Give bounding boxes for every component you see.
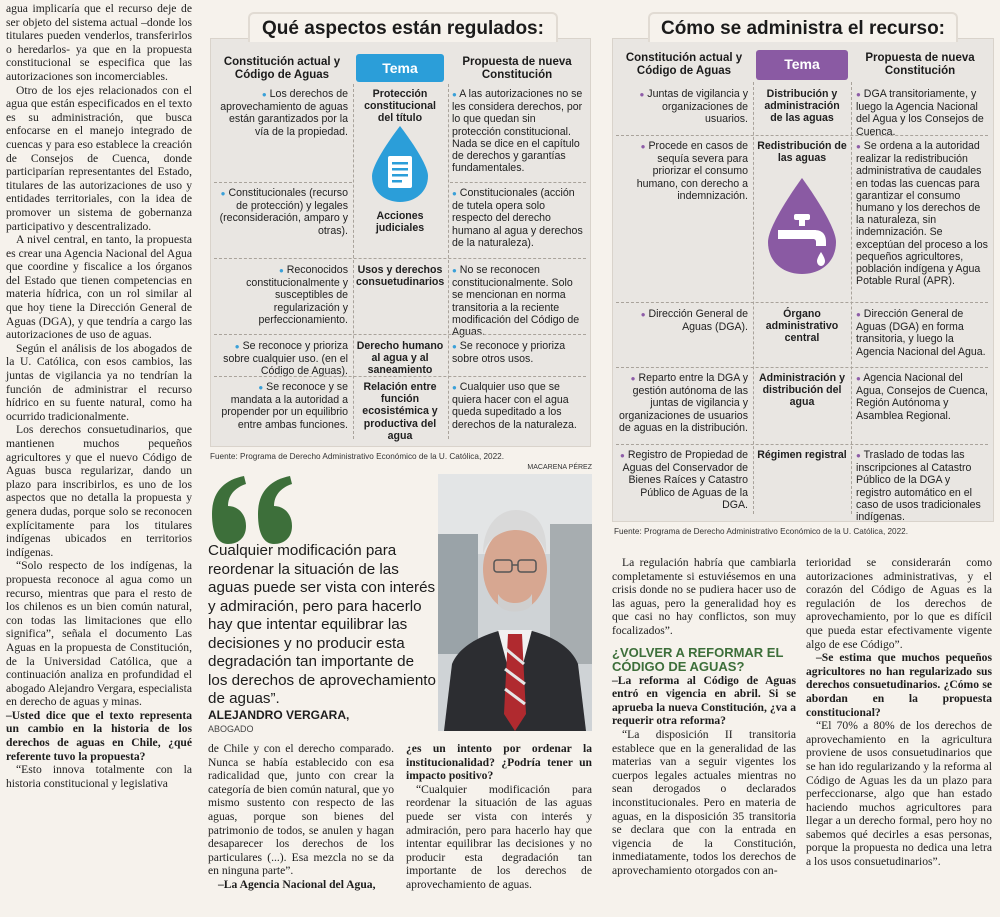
divider	[753, 82, 754, 514]
row-divider	[450, 182, 586, 183]
faucet-drop-icon	[764, 176, 840, 276]
table-cell-topic: Derecho humano al agua y al saneamiento	[356, 340, 444, 377]
photo-credit: MACARENA PÉREZ	[527, 464, 592, 471]
article-column-5	[806, 556, 992, 869]
table-cell: ● No se reconocen constitucionalmente. Solo se mencionan en norma transitoria a la reciente modificación del Código de Aguas.	[452, 264, 580, 339]
paragraph: A nivel central, en tanto, la propuesta es crear una Agencia Nacional del Agua que coordine y fiscalice a los órganos del Estado que tienen competencias en materia hídrica, con un rol similar al que hoy tiene la Dirección General de Aguas (DGA), y que tendría a cargo las autorizaciones de uso de aguas.	[6, 233, 192, 342]
paragraph: agua implicaría que el recurso deje de ser objeto del sistema actual –donde los titulares pueden venderlos, transferirlos o heredarlos- ya que en la propuesta constitucional se especifica que las autorizaciones son incomerciables.	[6, 2, 192, 83]
infographic-title: Cómo se administra el recurso:	[648, 12, 958, 42]
table-cell-topic: Protección constitucional del título	[364, 88, 436, 125]
interview-question: ¿es un intento por ordenar la institucionalidad? ¿Podría tener un impacto positivo?	[406, 742, 592, 783]
pull-quote-text: Cualquier modificación para reordenar la situación de las aguas puede ser vista con interés y admiración, pero para hacerlo hay que intentar equilibrar las decisiones y no producir esta degradación tan importante de los derechos de aprovechamiento de aguas”.	[208, 542, 436, 707]
document-drop-icon	[368, 124, 432, 204]
paragraph: Según el análisis de los abogados de la U. Católica, con esos cambios, las juntas de vigilancia ya no tendrían la función de administrar el recurso hídrico en su fuente natural, como ha ocurrido tradicionalmente.	[6, 341, 192, 423]
quote-marks-icon	[208, 474, 300, 546]
table-cell: ● Se ordena a la autoridad realizar la redistribución administrativa de caudales en todas las cuencas para garantizar el consumo humano y los derechos de la naturaleza, sin indemnización. Se exceptúan del proceso a los pequeños agricultores, población indígena y Agua Potable Rural (APR).	[856, 140, 988, 288]
table-cell-topic: Relación entre función ecosistémica y productiva del agua	[362, 381, 438, 442]
article-column-2	[208, 742, 394, 892]
table-cell: ● Traslado de todas las inscripciones al Catastro Público de la DGA y registro automático en el caso de usos tradicionales indígenas.	[856, 449, 981, 524]
row-divider	[616, 135, 988, 136]
table-cell-topic: Administración y distribución del agua	[759, 372, 845, 409]
row-divider	[214, 182, 352, 183]
table-cell: ● DGA transitoriamente, y luego la Agencia Nacional del Agua y los Consejos de Cuenca.	[856, 88, 984, 138]
table-cell: ● Procede en casos de sequía severa para priorizar el consumo humano, con derecho a indemnización.	[636, 140, 748, 202]
paragraph: Los derechos consuetudinarios, que mantienen muchos pequeños agricultores y que el nuevo Código de Aguas busca regularizar, dando un plazo para inscribirlos, es uno de los aspectos que no detalla la propuesta y genera dudas, porque solo se reconocen explícitamente para los titulares indígenas ubicados en territorios indígenas.	[6, 423, 192, 559]
table-cell: ● Constitucionales (recurso de protección) y legales (reconsideración, amparo y otras).	[219, 187, 348, 237]
article-column-3	[406, 742, 592, 892]
paragraph: “Esto innova totalmente con la historia constitucional y legislativa	[6, 763, 192, 790]
table-cell: ● Reparto entre la DGA y gestión autónoma de las juntas de vigilancia y organizaciones de usuarios de aguas en la distribución.	[619, 372, 748, 434]
paragraph: “La disposición II transitoria establece que en la generalidad de las materias van a seguir vigentes los cuerpos legales actuales mientras no sean derogados o declarados inconstitucionales. Pero en materia de aguas, en la disposición 35 transitoria se declara que con la entrada en vigencia de la Constitución, inmediatamente, todos los derechos de aprovechamiento otorgados con an-	[612, 727, 796, 877]
interview-question: –La Agencia Nacional del Agua,	[218, 877, 376, 891]
source-note: Fuente: Programa de Derecho Administrativo Económico de la U. Católica, 2022.	[210, 452, 504, 461]
tema-header: Tema	[356, 54, 444, 82]
row-divider	[616, 302, 988, 303]
row-divider	[214, 376, 586, 377]
col-proposal-header: Propuesta de nueva Constitución	[865, 52, 975, 77]
paragraph: Otro de los ejes relacionados con el agua que están especificados en el texto es su administración, que busca enfocarse en el manejo integrado de cuencas y para eso establece la creación de Consejos de Cuenca, donde participarían representantes del Estado, titulares de las autorizaciones de uso y entidades territoriales, con la idea de promover un sistema de gobernanza participativo y descentralizado.	[6, 83, 192, 233]
row-divider	[214, 334, 586, 335]
table-cell: ● Registro de Propiedad de Aguas del Conservador de Bienes Raíces y Catastro Público de Aguas de la DGA.	[620, 449, 748, 511]
source-note: Fuente: Programa de Derecho Administrativo Económico de la U. Católica, 2022.	[614, 527, 908, 536]
row-divider	[616, 367, 988, 368]
table-cell: ● Se reconoce y prioriza sobre otros usos.	[452, 340, 566, 366]
table-cell: ● Cualquier uso que se quiera hacer con el agua queda supeditado a los derechos de la naturaleza.	[452, 381, 577, 431]
interview-question: –Usted dice que el texto representa un cambio en la historia de los derechos de aguas en Chile, ¿qué referente tuvo la propuesta?	[6, 708, 192, 763]
table-cell-topic: Distribución y administración de las aguas	[764, 88, 840, 125]
table-cell: ● A las autorizaciones no se les considera derechos, por lo que quedan sin protección constitucional. Nada se dice en el capítulo de derechos y garantías fundamentales.	[452, 88, 583, 175]
paragraph: “Cualquier modificación para reordenar la situación de las aguas puede ser vista con interés y admiración, pero para hacerlo hay que intentar equilibrar las decisiones y no producir esta degradación tan importante de los derechos de aprovechamiento de aguas.	[406, 782, 592, 891]
table-cell-topic: Régimen registral	[757, 449, 847, 461]
table-cell: ● Dirección General de Aguas (DGA) en forma transitoria, y luego la Agencia Nacional del Agua.	[856, 308, 986, 358]
table-cell: ● Dirección General de Aguas (DGA).	[640, 308, 748, 334]
tema-header: Tema	[756, 50, 848, 80]
col-current-header: Constitución actual y Código de Aguas	[223, 56, 341, 81]
divider	[353, 84, 354, 439]
table-cell-topic: Redistribución de las aguas	[757, 140, 847, 165]
quote-role: ABOGADO	[208, 724, 254, 734]
paragraph: “El 70% a 80% de los derechos de aprovechamiento en la agricultura proviene de usos consuetudinarios que se han ido regularizando y la reforma al Código de Aguas les da un plazo para perfeccionarse, algo que han estado haciendo muchos agricultores para llegar a un derecho formal, pero hoy no sabemos qué decirles a esas personas, porque la propuesta no dedica una letra a los usos consuetudinarios”.	[806, 719, 992, 869]
infographic-title: Qué aspectos están regulados:	[248, 12, 558, 42]
portrait-photo	[438, 474, 592, 731]
table-cell-topic: Acciones judiciales	[375, 210, 425, 235]
col-proposal-header: Propuesta de nueva Constitución	[462, 56, 572, 81]
interview-question: –La reforma al Código de Aguas entró en vigencia en abril. Si se aprueba la nueva Constitución, ¿va a requerir otra reforma?	[612, 673, 796, 728]
row-divider	[616, 444, 988, 445]
divider	[448, 84, 449, 439]
paragraph: “Solo respecto de los indígenas, la propuesta reconoce al agua como un recurso, mientras que para el resto de los chilenos es un bien común natural, con todas las limitaciones que ello significa”, señala el documento Las Aguas en la propuesta de Constitución, de la Universidad Católica, que a continuación analiza en profundidad el abogado Alejandro Vergara, especialista en derecho de aguas y minas.	[6, 559, 192, 709]
table-cell: ● Los derechos de aprovechamiento de aguas están garantizados por la vía de la propiedad.	[220, 88, 348, 138]
paragraph: de Chile y con el derecho comparado. Nunca se había establecido con esa radicalidad que, junto con crear la categoría de bien común natural, que yo mismo sustento con respecto de las aguas, porque son bienes del patrimonio de todos, se anulen y hagan desaparecer los derechos de los particulares (...). Esa mezcla no se da en ninguna parte”.	[208, 742, 394, 878]
paragraph: terioridad se considerarán como autorizaciones administrativas, y el corazón del Código de Aguas es la regulación de los derechos de aprovechamiento, por lo que es difícil que pueda estar efectivamente vigente algo de ese Código”.	[806, 556, 992, 651]
table-cell: ● Se reconoce y prioriza sobre cualquier uso. (en el Código de Aguas).	[223, 340, 348, 378]
table-cell-topic: Usos y derechos consuetudinarios	[356, 264, 445, 289]
left-article-column	[6, 2, 192, 790]
table-cell-topic: Órgano administrativo central	[765, 308, 839, 345]
table-cell: ● Constitucionales (acción de tutela opera solo respecto del derecho humano al agua y derechos de la naturaleza).	[452, 187, 583, 249]
interview-question: –Se estima que muchos pequeños agricultores no han regularizado sus derechos consuetudinarios. ¿Cómo se abordan en la propuesta constitucional?	[806, 651, 992, 719]
section-heading: ¿VOLVER A REFORMAR EL CÓDIGO DE AGUAS?	[612, 644, 784, 674]
quote-author: ALEJANDRO VERGARA,	[208, 708, 350, 722]
table-cell: ● Reconocidos constitucionalmente y susceptibles de regularización y perfeccionamiento.	[246, 264, 348, 326]
divider	[851, 82, 852, 514]
col-current-header: Constitución actual y Código de Aguas	[625, 52, 743, 77]
article-column-4	[612, 556, 796, 877]
paragraph: La regulación habría que cambiarla completamente si estuviésemos en una crisis donde no se pudiera hacer uso de las aguas, pero la generalidad hoy es que casi no hay conflictos, son muy focalizados”.	[612, 556, 796, 637]
table-cell: ● Se reconoce y se mandata a la autoridad a propender por un equilibrio entre ambas funciones.	[221, 381, 348, 431]
row-divider	[214, 258, 586, 259]
table-cell: ● Juntas de vigilancia y organizaciones de usuarios.	[639, 88, 748, 126]
table-cell: ● Agencia Nacional del Agua, Consejos de Cuenca, Región Autónoma y Asamblea Regional.	[856, 372, 988, 422]
